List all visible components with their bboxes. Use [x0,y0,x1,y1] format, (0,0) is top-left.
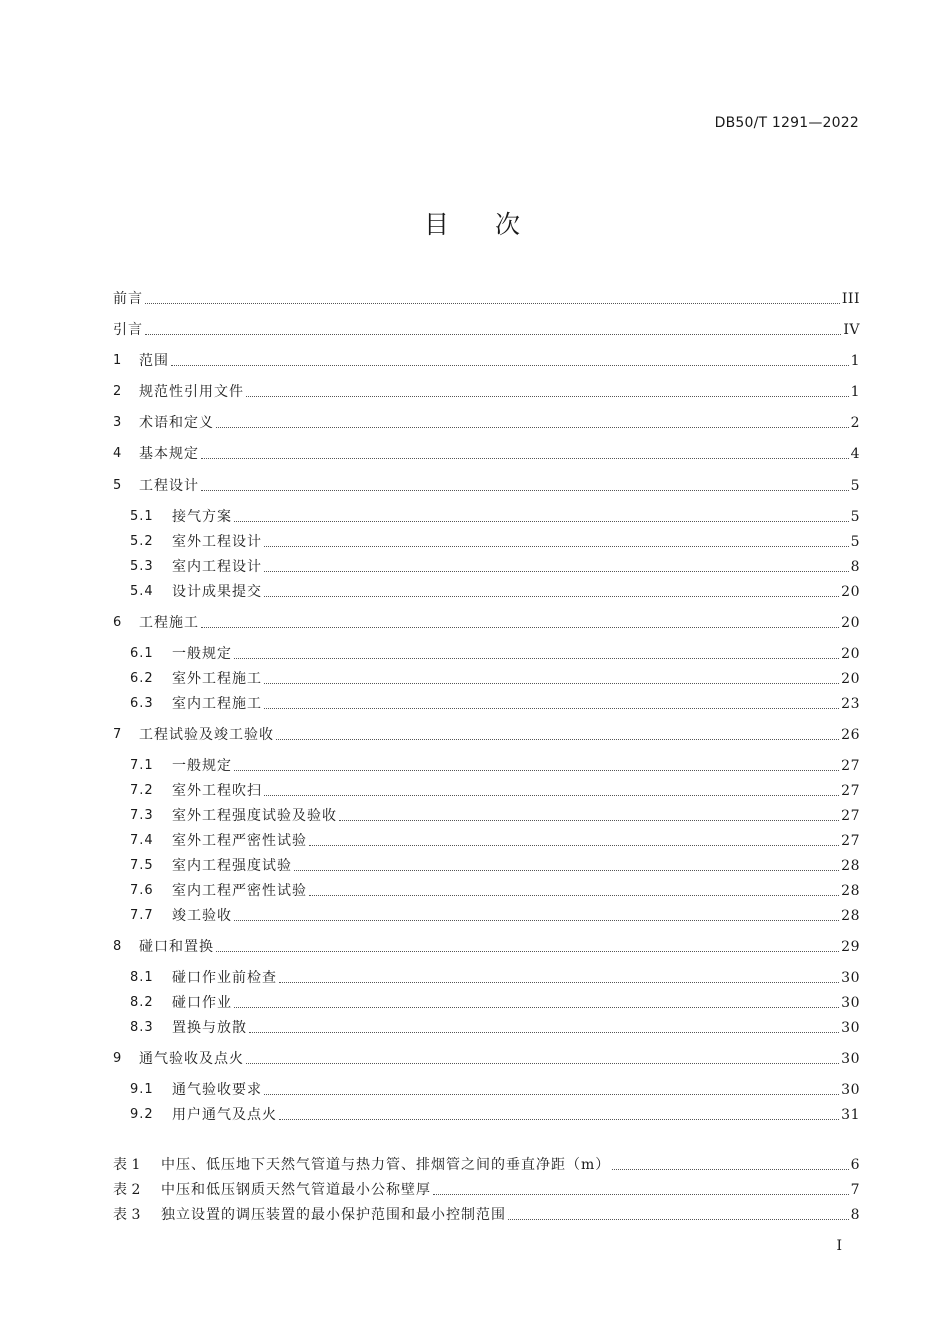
toc-entry-title: 设计成果提交 [172,584,262,600]
dot-leader [309,845,839,846]
toc-entry-number: 表 1 [113,1157,141,1173]
toc-entry-page: 28 [841,883,860,899]
toc-entry-number: 3 [113,415,122,430]
toc-entry-page: 6 [850,1157,860,1173]
dot-leader [264,708,839,709]
toc-entry-title: 工程施工 [139,615,199,631]
toc-entry-page: 27 [841,783,860,799]
toc-entry[interactable] [113,722,860,744]
toc-entry-number: 5.1 [130,509,154,524]
toc-entry-title: 接气方案 [172,509,232,525]
toc-entry-title: 前言 [113,291,143,307]
toc-entry-title: 通气验收要求 [172,1082,262,1098]
page-number: I [836,1238,842,1254]
dot-leader [201,458,849,459]
toc-entry-number: 6.3 [130,696,154,711]
dot-leader [216,951,839,952]
toc-entry-number: 5.4 [130,584,154,599]
toc-entry-page: 30 [841,1082,860,1098]
toc-entry-title: 一般规定 [172,646,232,662]
toc-entry-title: 碰口作业 [172,995,232,1011]
toc-entry[interactable] [130,641,860,663]
toc-entry-number: 8.2 [130,995,154,1010]
toc-entry-title: 室外工程强度试验及验收 [172,808,337,824]
toc-entry[interactable] [113,473,860,495]
toc-entry-number: 6.2 [130,671,154,686]
toc-entry-number: 4 [113,446,122,461]
toc-entry-page: 5 [850,534,860,550]
toc-entry[interactable] [130,753,860,775]
toc-entry-title: 通气验收及点火 [139,1051,244,1067]
dot-leader [264,596,839,597]
dot-leader [234,920,839,921]
toc-entry-number: 7.2 [130,783,154,798]
toc-entry-page: 20 [841,671,860,687]
toc-entry[interactable] [113,610,860,632]
toc-entry-page: 29 [841,939,860,955]
toc-entry-page: 5 [850,509,860,525]
toc-entry-page: 27 [841,758,860,774]
toc-entry[interactable] [130,1077,860,1099]
document-code: DB50/T 1291—2022 [714,115,859,131]
toc-entry-number: 7.4 [130,833,154,848]
toc-entry-page: 20 [841,646,860,662]
toc-entry-number: 7.7 [130,908,154,923]
toc-entry[interactable] [113,286,860,308]
toc-entry-page: 1 [850,384,860,400]
dot-leader [145,303,840,304]
toc-entry-title: 工程设计 [139,478,199,494]
toc-entry[interactable] [113,934,860,956]
dot-leader [279,1119,839,1120]
toc-entry[interactable] [130,965,860,987]
dot-leader [249,1032,839,1033]
dot-leader [264,571,849,572]
toc-entry-page: 1 [850,353,860,369]
dot-leader [264,1094,839,1095]
toc-entry[interactable] [113,1046,860,1068]
toc-entry-title: 室外工程严密性试验 [172,833,307,849]
toc-entry[interactable] [113,1152,860,1174]
toc-entry[interactable] [130,529,860,551]
toc-entry-page: 27 [841,833,860,849]
toc-entry[interactable] [113,441,860,463]
toc-entry[interactable] [130,903,860,925]
toc-entry-number: 9.1 [130,1082,154,1097]
toc-entry-title: 一般规定 [172,758,232,774]
toc-entry-number: 8.1 [130,970,154,985]
toc-entry-page: 31 [841,1107,860,1123]
toc-entry-number: 7.1 [130,758,154,773]
toc-entry-number: 8 [113,939,122,954]
toc-entry-number: 7 [113,727,122,742]
dot-leader [201,490,849,491]
toc-entry[interactable] [130,666,860,688]
toc-entry-title: 室外工程施工 [172,671,262,687]
toc-entry-title: 室内工程强度试验 [172,858,292,874]
toc-entry-page: 30 [841,970,860,986]
dot-leader [508,1219,849,1220]
toc-entry[interactable] [130,828,860,850]
toc-entry-page: 30 [841,1051,860,1067]
toc-entry-number: 9.2 [130,1107,154,1122]
toc-entry-number: 2 [113,384,122,399]
toc-entry-number: 6 [113,615,122,630]
toc-entry[interactable] [130,1102,860,1124]
toc-entry[interactable] [130,803,860,825]
toc-entry[interactable] [113,1177,860,1199]
page-title: 目次 [423,210,566,239]
dot-leader [246,1063,839,1064]
toc-entry-title: 范围 [139,353,169,369]
dot-leader [433,1194,849,1195]
toc-entry[interactable] [130,1015,860,1037]
toc-entry-title: 碰口和置换 [139,939,214,955]
toc-entry-title: 碰口作业前检查 [172,970,277,986]
dot-leader [612,1169,848,1170]
toc-entry[interactable] [130,691,860,713]
dot-leader [294,870,839,871]
dot-leader [264,546,849,547]
toc-entry-title: 独立设置的调压装置的最小保护范围和最小控制范围 [161,1207,506,1223]
toc-entry-title: 术语和定义 [139,415,214,431]
toc-entry-page: IV [843,322,860,338]
toc-entry-page: 20 [841,584,860,600]
dot-leader [216,427,849,428]
toc-entry[interactable] [130,504,860,526]
toc-entry[interactable] [113,410,860,432]
dot-leader [246,396,849,397]
toc-entry-title: 室内工程严密性试验 [172,883,307,899]
toc-entry-title: 室外工程吹扫 [172,783,262,799]
toc-entry-page: III [841,291,860,307]
toc-entry-number: 5 [113,478,122,493]
dot-leader [276,739,839,740]
toc-entry-number: 9 [113,1051,122,1066]
dot-leader [234,1007,839,1008]
dot-leader [339,820,839,821]
toc-entry-number: 5.2 [130,534,154,549]
dot-leader [234,770,839,771]
toc-entry-number: 6.1 [130,646,154,661]
toc-entry[interactable] [130,579,860,601]
toc-entry-title: 引言 [113,322,143,338]
toc-entry[interactable] [113,1202,860,1224]
toc-entry[interactable] [130,778,860,800]
toc-entry-number: 7.6 [130,883,154,898]
toc-entry-title: 中压和低压钢质天然气管道最小公称壁厚 [161,1182,431,1198]
toc-entry[interactable] [130,878,860,900]
toc-entry-number: 7.5 [130,858,154,873]
dot-leader [279,982,839,983]
toc-entry[interactable] [130,554,860,576]
toc-entry-title: 规范性引用文件 [139,384,244,400]
toc-entry-title: 室外工程设计 [172,534,262,550]
toc-entry-number: 7.3 [130,808,154,823]
dot-leader [264,683,839,684]
toc-entry-page: 23 [841,696,860,712]
dot-leader [309,895,839,896]
toc-entry-page: 2 [850,415,860,431]
toc-entry-page: 7 [850,1182,860,1198]
toc-entry-title: 室内工程施工 [172,696,262,712]
toc-entry-title: 中压、低压地下天然气管道与热力管、排烟管之间的垂直净距（m） [161,1157,611,1173]
toc-entry-page: 5 [850,478,860,494]
toc-entry-title: 竣工验收 [172,908,232,924]
toc-entry-number: 表 3 [113,1207,141,1223]
toc-entry-number: 表 2 [113,1182,141,1198]
toc-entry-page: 30 [841,1020,860,1036]
toc-entry-page: 8 [850,559,860,575]
toc-entry-page: 28 [841,858,860,874]
toc-entry-title: 工程试验及竣工验收 [139,727,274,743]
toc-entry-title: 室内工程设计 [172,559,262,575]
dot-leader [201,627,839,628]
toc-entry[interactable] [113,317,860,339]
toc-entry-number: 8.3 [130,1020,154,1035]
toc-entry-title: 基本规定 [139,446,199,462]
toc-entry-title: 置换与放散 [172,1020,247,1036]
toc-entry[interactable] [130,853,860,875]
toc-entry-page: 4 [850,446,860,462]
toc-entry[interactable] [113,348,860,370]
toc-entry-number: 5.3 [130,559,154,574]
toc-entry-page: 26 [841,727,860,743]
toc-entry-number: 1 [113,353,122,368]
toc-entry-page: 30 [841,995,860,1011]
toc-entry-page: 8 [850,1207,860,1223]
toc-entry-page: 28 [841,908,860,924]
dot-leader [171,365,849,366]
toc-entry-page: 20 [841,615,860,631]
toc-entry-page: 27 [841,808,860,824]
dot-leader [145,334,841,335]
toc-entry-title: 用户通气及点火 [172,1107,277,1123]
toc-entry[interactable] [113,379,860,401]
dot-leader [234,658,839,659]
dot-leader [234,521,849,522]
toc-entry[interactable] [130,990,860,1012]
dot-leader [264,795,839,796]
